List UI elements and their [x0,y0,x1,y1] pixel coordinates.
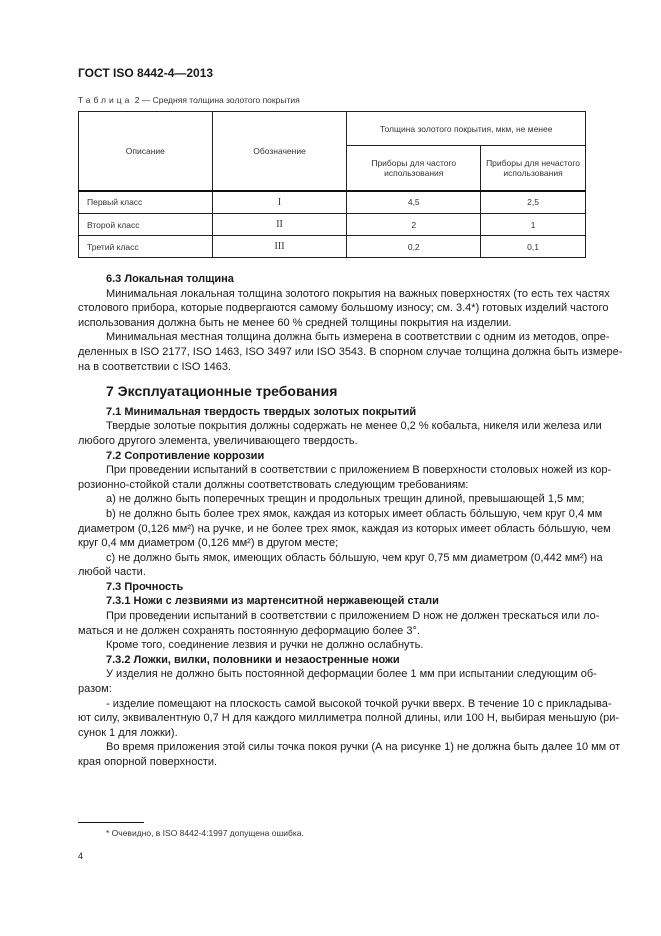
paragraph-line: c) не должно быть ямок, имеющих область бо́льшую, чем круг 0,75 мм диаметром (0,442 мм²) на [106,551,603,564]
paragraph [78,287,610,331]
cell-code: I [212,191,347,214]
gold-thickness-table [78,111,586,258]
footnote-separator [78,822,144,823]
paragraph [78,667,597,696]
paragraph-line: ют силу, эквивалентную 0,7 Н для каждого миллиметра полной длины, или 100 Н, выбирая меньшую (ри- [78,712,620,725]
paragraph-line: любой части. [78,566,146,579]
paragraph-line: Во время приложения этой силы точка покоя ручки (А на рисунке 1) не должна быть далее 10 мм от [106,741,621,754]
paragraph-line: У изделия не должно быть постоянной деформации более 1 мм при испытании следующим об- [106,668,597,681]
document-body [78,272,623,770]
paragraph-line: деленных в ISO 2177, ISO 1463, ISO 3497 или ISO 3543. В спорном случае толщина должна быть измере- [78,345,623,358]
paragraph-line: Кроме того, соединение лезвия и ручки не должно ослабнуть. [106,639,424,652]
cell-infrequent: 0,1 [481,236,586,258]
table-row [79,214,586,236]
paragraph-line: b) не должно быть более трех ямок, каждая из которых имеет область бо́льшую, чем круг 0,4 мм [106,507,603,520]
table-caption-word: Таблица [78,95,133,105]
section-heading: 7 Эксплуатационные требования [106,383,338,400]
header-infrequent-use [481,146,586,191]
paragraph [78,507,611,551]
paragraph [78,609,600,638]
paragraph-line: Минимальная местная толщина должна быть измерена в соответствии с одним из методов, опре- [106,331,610,344]
paragraph-line: диаметром (0,126 мм²) на ручке, и не более трех ямок, каждая из которых имеет область бо́льшую, чем [78,522,611,535]
paragraph-line: При проведении испытаний в соответствии с приложением В поверхности столовых ножей из кор- [106,464,612,477]
footnote: * Очевидно, в ISO 8442-4:1997 допущена ошибка. [106,828,304,838]
cell-frequent: 4,5 [347,191,481,214]
header-description: Описание [79,112,213,191]
table-caption [78,95,300,105]
paragraph [78,638,586,653]
paragraph-line: края опорной поверхности. [78,756,218,768]
cell-desc: Первый класс [79,191,213,214]
paragraph-line: При проведении испытаний в соответствии с приложением D нож не должен трескаться или ло- [106,610,600,623]
cell-desc: Второй класс [79,214,213,236]
page-number: 4 [78,851,84,861]
table-row [79,191,586,214]
paragraph [78,551,603,580]
paragraph-line: розионно-стойкой стали должны соответствовать следующим требованиям: [78,478,469,491]
cell-frequent: 2 [347,214,481,236]
header-thickness-group: Толщина золотого покрытия, мкм, не менее [347,112,586,146]
subsection-heading: 7.3.2 Ложки, вилки, половники и незаостренные ножи [106,653,400,666]
paragraph-line: Твердые золотые покрытия должны содержать не менее 0,2 % кобальта, никеля или железа или [106,420,602,433]
paragraph [78,463,612,492]
paragraph-line: Минимальная локальная толщина золотого покрытия на важных поверхностях (то есть тех частях [106,287,610,300]
cell-infrequent: 1 [481,214,586,236]
document-header: ГОСТ ISO 8442-4—2013 [78,66,214,80]
paragraph [78,419,602,448]
header-designation: Обозначение [212,112,347,191]
paragraph [78,330,623,374]
paragraph-line: сунок 1 для ложки). [78,726,178,739]
subsection-heading: 7.2 Сопротивление коррозии [106,449,265,462]
paragraph [78,740,621,769]
paragraph [78,697,620,741]
table-row [79,236,586,258]
paragraph-line: круг 0,4 мм диаметром (0,126 мм²) в другом месте; [78,537,339,550]
cell-desc: Третий класс [79,236,213,258]
subsection-heading: 7.3 Прочность [106,580,184,593]
subsection-heading: 7.3.1 Ножи с лезвиями из мартенситной нержавеющей стали [106,595,439,608]
header-frequent-use [347,146,481,191]
subsection-heading: 7.1 Минимальная твердость твердых золотых покрытий [106,405,417,418]
paragraph-line: столового прибора, которые подвергаются самому большому износу; см. 3.4*) готовых изделий частого [78,302,609,315]
cell-frequent: 0,2 [347,236,481,258]
paragraph-line: маться и не должен сохранять постоянную деформацию более 3°. [78,624,420,637]
subsection-heading: 6.3 Локальная толщина [106,273,234,285]
paragraph-line: использования должна быть не менее 60 % средней толщины покрытия на изделии. [78,316,512,329]
table-caption-text: 2 — Средняя толщина золотого покрытия [134,95,300,105]
cell-code: II [212,214,347,236]
paragraph-line: a) не должно быть поперечных трещин и продольных трещин длиной, превышающей 1,5 мм; [106,493,585,506]
header-infrequent-line2: использования [503,167,563,178]
paragraph-line: любого другого элемента, увеличивающего твердость. [78,434,358,447]
header-frequent-line1: Приборы для частого [371,157,457,168]
paragraph-line: - изделие помещают на плоскость самой высокой точкой ручки вверх. В течение 10 с прикладыва- [106,697,612,710]
header-frequent-line2: использования [384,167,444,178]
paragraph-line: на в соответствии с ISO 1463. [78,360,232,373]
header-infrequent-line1: Приборы для нечастого [486,157,581,168]
paragraph-line: разом: [78,683,112,696]
paragraph [78,492,586,507]
cell-code: III [212,236,347,258]
cell-infrequent: 2,5 [481,191,586,214]
